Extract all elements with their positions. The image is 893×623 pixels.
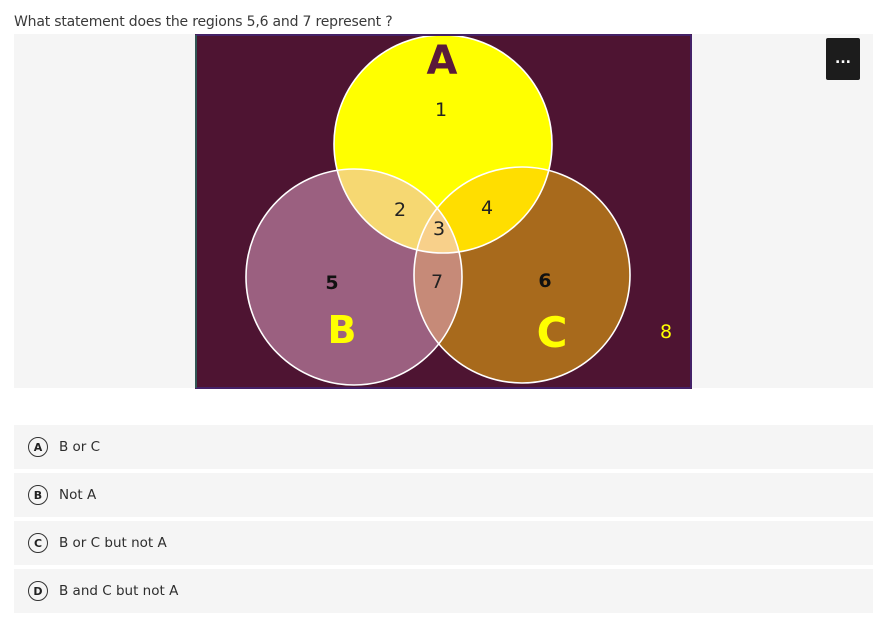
more-horizontal-icon: ... bbox=[835, 51, 851, 67]
region-label-4: 4 bbox=[480, 197, 494, 219]
more-options-button[interactable] bbox=[826, 38, 860, 80]
venn-diagram bbox=[195, 34, 692, 389]
circle-label-b: B bbox=[327, 308, 357, 352]
option-a[interactable] bbox=[14, 425, 873, 469]
region-label-2: 2 bbox=[393, 199, 407, 221]
option-b[interactable] bbox=[14, 473, 873, 517]
region-label-5: 5 bbox=[325, 272, 339, 294]
circle-label-c: C bbox=[536, 308, 568, 357]
option-text: Not A bbox=[59, 487, 97, 503]
option-letter-badge: D bbox=[28, 581, 48, 601]
question-text: What statement does the regions 5,6 and 7 represent ? bbox=[14, 14, 393, 30]
option-letter-badge: B bbox=[28, 485, 48, 505]
option-text: B or C bbox=[59, 439, 101, 455]
option-c[interactable] bbox=[14, 521, 873, 565]
option-letter-badge: C bbox=[28, 533, 48, 553]
region-label-1: 1 bbox=[434, 99, 448, 121]
region-label-7: 7 bbox=[430, 271, 444, 293]
option-letter-badge: A bbox=[28, 437, 48, 457]
option-text: B or C but not A bbox=[59, 535, 167, 551]
venn-svg bbox=[195, 34, 692, 389]
circle-label-a: A bbox=[426, 38, 458, 84]
region-label-8: 8 bbox=[659, 321, 673, 343]
option-text: B and C but not A bbox=[59, 583, 179, 599]
option-d[interactable] bbox=[14, 569, 873, 613]
region-label-6: 6 bbox=[538, 270, 552, 292]
region-label-3: 3 bbox=[432, 218, 446, 240]
